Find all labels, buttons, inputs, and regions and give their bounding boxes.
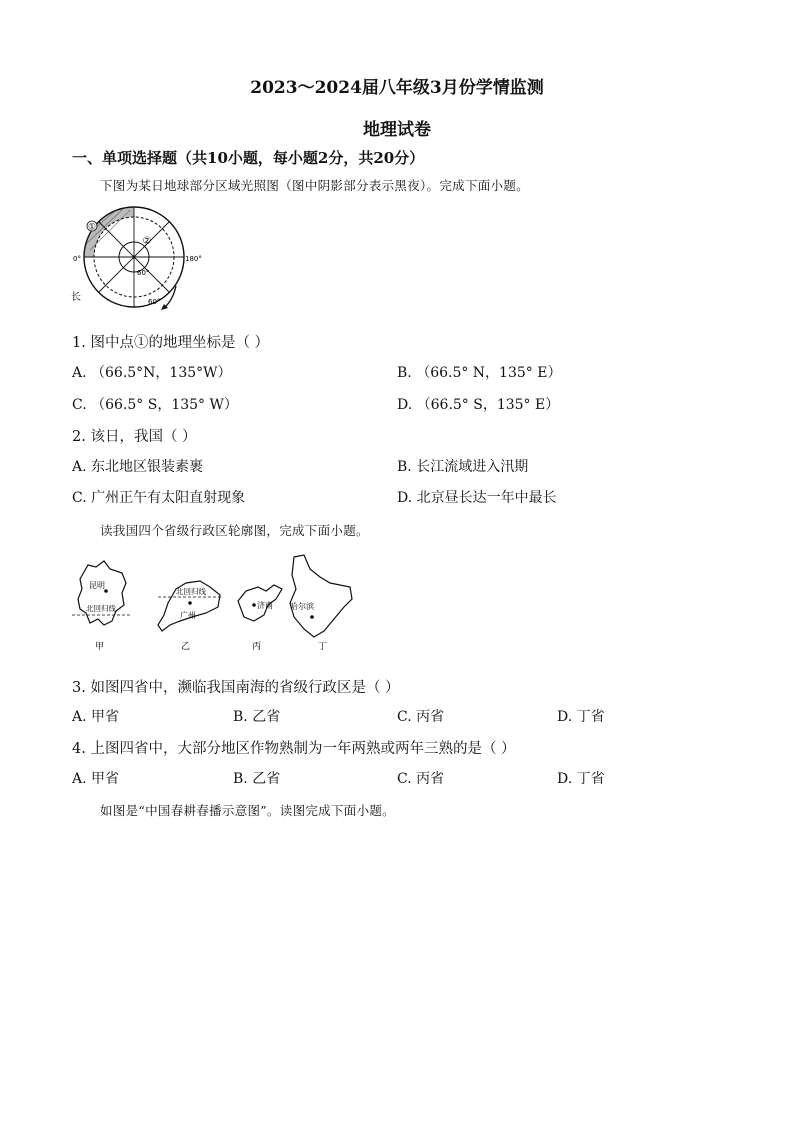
question-4: 4. 上图四省中，大部分地区作物熟制为一年两熟或两年三熟的是（ ）	[72, 741, 516, 757]
province-outlines-figure	[68, 551, 368, 656]
intro-figure1: 下图为某日地球部分区域光照图（图中阴影部分表示黑夜）。完成下面小题。	[100, 178, 529, 193]
label-point-2: ②	[142, 236, 152, 247]
question-3: 3. 如图四省中，濒临我国南海的省级行政区是（ ）	[72, 680, 400, 696]
label-yi: 乙	[181, 642, 191, 652]
page-subtitle: 地理试卷	[363, 120, 431, 140]
q4-option-a[interactable]: A. 甲省	[72, 771, 120, 787]
label-lat-60-outer: 60°	[148, 298, 161, 306]
question-1: 1. 图中点①的地理坐标是（ ）	[72, 335, 270, 351]
label-bing: 丙	[252, 642, 262, 652]
q1-option-d[interactable]: D. （66.5° S，135° E）	[397, 397, 560, 413]
label-chang: 长	[71, 292, 81, 303]
province-ding-outline	[290, 555, 352, 637]
q2-option-d[interactable]: D. 北京昼长达一年中最长	[397, 490, 557, 506]
q1-option-a[interactable]: A. （66.5°N，135°W）	[72, 365, 232, 381]
q3-option-c[interactable]: C. 丙省	[397, 709, 445, 725]
label-ding: 丁	[318, 642, 328, 652]
page-title: 2023～2024届八年级3月份学情监测	[250, 78, 544, 98]
label-tropic-yi: 北回归线	[176, 587, 206, 596]
q4-option-b[interactable]: B. 乙省	[233, 771, 281, 787]
question-2: 2. 该日，我国（ ）	[72, 429, 197, 445]
label-lon-0: 0°	[73, 255, 81, 263]
q3-option-a[interactable]: A. 甲省	[72, 709, 120, 725]
label-harbin: 哈尔滨	[290, 602, 314, 611]
jinan-dot	[252, 603, 256, 607]
intro-figure3: 如图是“中国春耕春播示意图”。读图完成下面小题。	[100, 803, 395, 818]
q1-option-c[interactable]: C. （66.5° S，135° W）	[72, 397, 238, 413]
label-jia: 甲	[95, 642, 105, 652]
province-jia-outline	[78, 561, 126, 625]
label-lon-180: 180°	[185, 255, 202, 263]
label-jinan: 济南	[257, 601, 273, 610]
q3-option-b[interactable]: B. 乙省	[233, 709, 281, 725]
section-heading: 一、单项选择题（共10小题，每小题2分，共20分）	[72, 149, 425, 167]
pole-dot	[132, 255, 135, 258]
label-tropic-jia: 北回归线	[86, 604, 116, 613]
illumination-figure	[68, 204, 218, 314]
intro-figure2: 读我国四个省级行政区轮廓图，完成下面小题。	[100, 523, 369, 538]
q2-option-b[interactable]: B. 长江流域进入汛期	[397, 459, 529, 475]
q4-option-c[interactable]: C. 丙省	[397, 771, 445, 787]
label-lat-60-inner: 60°	[137, 269, 150, 277]
label-point-1: ①	[87, 222, 97, 233]
q2-option-a[interactable]: A. 东北地区银装素裹	[72, 459, 204, 475]
q1-option-b[interactable]: B. （66.5° N，135° E）	[397, 365, 562, 381]
harbin-dot	[310, 615, 314, 619]
label-kunming: 昆明	[89, 581, 105, 590]
q3-option-d[interactable]: D. 丁省	[557, 709, 605, 725]
guangzhou-dot	[188, 601, 192, 605]
label-guangzhou: 广州	[180, 611, 196, 620]
q2-option-c[interactable]: C. 广州正午有太阳直射现象	[72, 490, 246, 506]
q4-option-d[interactable]: D. 丁省	[557, 771, 605, 787]
